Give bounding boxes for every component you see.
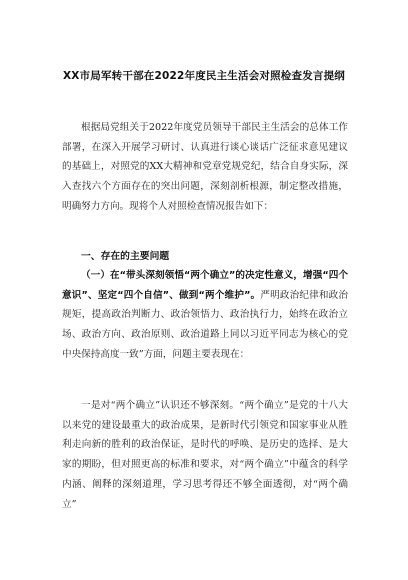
subsection-paragraph [62,266,348,365]
subsection-text: 严明政治纪律和政治规矩，提高政治判断力、政治领悟力、政治执行力，始终在政治立场、政治方向、政治原则、政治道路上同以习近平同志为核心的党中央保持高度一致”方面，问题主要表现在： [62,289,348,360]
subsection-bold-lead: （一）在“带头深刻领悟“两个确立”的决定性意义，增强“四个意识”、坚定“四个自信”、做到“两个维护”。 [62,270,348,301]
intro-paragraph: 根据局党组关于2022年度党员领导干部民主生活会的总体工作部署，在深入开展学习研讨、认真进行谈心谈话广泛征求意见建议的基础上，对照党的XX大精神和党章党规党纪，结合自身实际，深入查找六个方面存在的突出问题，深刻剖析根源，制定整改措施，明确努力方向。现将个人对照检查情况报告如下： [62,122,348,212]
section-heading: 一、存在的主要问题 [81,251,170,262]
document-title: XX市局军转干部在2022年度民主生活会对照检查发言提纲 [62,70,345,82]
body-paragraph: 一是对“两个确立”认识还不够深刻。“两个确立”是党的十八大以来党的建设最重大的政治成果，是新时代引领党和国家事业从胜利走向新的胜利的政治保证，是时代的呼唤、是历史的选择、是大家的期盼，但对照更高的标准和要求，对“两个确立”中蕴含的科学内涵、阐释的深刻道理，学习思考得还不够全面透彻，对“两个确立” [62,400,348,510]
